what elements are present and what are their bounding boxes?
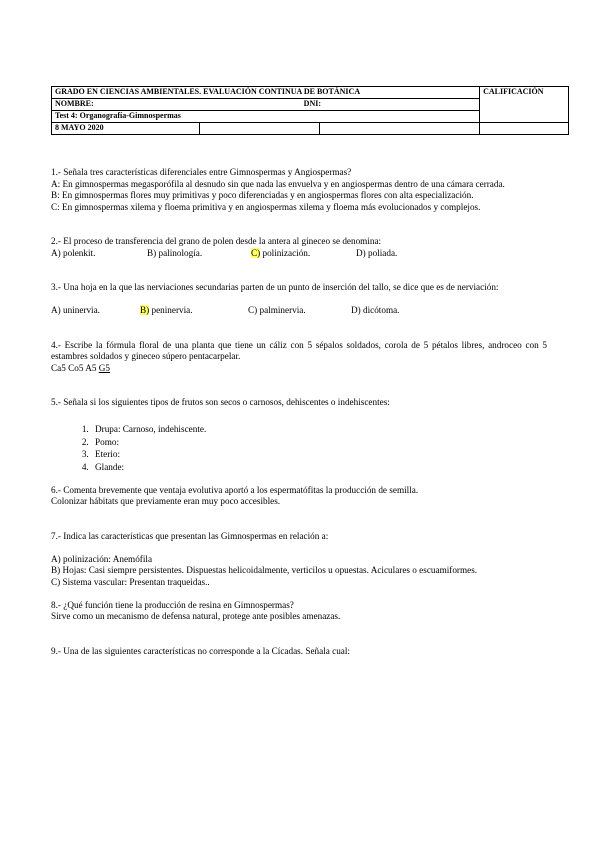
- question-2: [51, 236, 547, 259]
- option-d: D) poliada.: [356, 247, 398, 258]
- highlighted-answer: C): [251, 247, 261, 258]
- question-7: [51, 531, 547, 589]
- list-item: 4. Glande:: [91, 461, 547, 474]
- grade-box: CALIFICACIÓN: [480, 87, 569, 123]
- course-title: GRADO EN CIENCIAS AMBIENTALES. EVALUACIÓN CONTINUA DE BOTÁNICA: [52, 87, 480, 99]
- answer: Sirve como un mecanismo de defensa natural, protege ante posibles amenazas.: [51, 611, 341, 621]
- question-8: [51, 600, 547, 623]
- test-title: Test 4: Organografía-Gimnospermas: [52, 111, 480, 123]
- question-text: 3.- Una hoja en la que las nerviaciones secundarias parten de un punto de inserción del tallo, se dice que es de nerviación:: [51, 282, 499, 292]
- answer: Ca5 Co5 A5 G5: [51, 362, 110, 373]
- answer-c: C) Sistema vascular: Presentan traqueidas..: [51, 576, 210, 587]
- list-item: 1. Drupa: Carnoso, indehiscente.: [91, 423, 547, 436]
- list-item: 3. Eterio:: [91, 448, 547, 461]
- option-b: B) palinología.: [147, 247, 203, 258]
- question-text: 9.- Una de las siguientes características no corresponde a la Cícadas. Señala cual:: [51, 645, 350, 656]
- question-text: 1.- Señala tres características diferenciales entre Gimnospermas y Angiospermas?: [51, 167, 352, 177]
- answer-a: A) polinización: Anemófila: [51, 553, 153, 564]
- options-row: [51, 248, 547, 260]
- header-table: [51, 86, 569, 135]
- question-5: [51, 397, 547, 473]
- question-text: 6.- Comenta brevemente que ventaja evolutiva aportó a los espermatófitas la producción de semilla.: [51, 484, 419, 495]
- option-a: A) polenkit.: [51, 247, 96, 258]
- question-4: [51, 340, 547, 375]
- question-9: [51, 646, 547, 658]
- option-a: A) uninervia.: [51, 305, 100, 315]
- highlighted-answer: B): [140, 305, 150, 315]
- answer-b: B: En gimnospermas flores muy primitivas y poco diferenciadas y en angiospermas flores con alta especialización.: [51, 190, 474, 200]
- empty-cell: [480, 123, 569, 135]
- fruit-list: [51, 423, 547, 473]
- answer-a: A: En gimnospermas megasporófila al desnudo sin que nada las envuelva y en angiospermas dentro de una cámara cerrada.: [51, 178, 505, 189]
- question-text: 5.- Señala si los siguientes tipos de frutos son secos o carnosos, dehiscentes o indehiscentes:: [51, 397, 390, 407]
- dni-label: DNI:: [303, 99, 322, 108]
- empty-cell: [200, 123, 320, 135]
- question-text: 8.- ¿Qué función tiene la producción de resina en Gimnospermas?: [51, 599, 294, 610]
- option-b: B) peninervia.: [140, 305, 193, 315]
- name-label: NOMBRE:: [55, 99, 94, 108]
- question-1: [51, 167, 547, 213]
- empty-cell: [319, 123, 479, 135]
- option-c: C) polinización.: [251, 247, 311, 258]
- option-c: C) palminervia.: [248, 305, 306, 315]
- options-row: [51, 305, 547, 317]
- question-text: 7.- Indica las características que presentan las Gimnospermas en relación a:: [51, 530, 329, 541]
- answer: Colonizar hábitats que previamente eran muy poco accesibles.: [51, 496, 281, 506]
- list-item: 2. Pomo:: [91, 436, 547, 449]
- question-text: 4.- Escribe la fórmula floral de una planta que tiene un cáliz con 5 sépalos soldados, corola de 5 pétalos libres, androceo con 5 estambres soldados y gineceo súpero pentacarpelar.: [51, 339, 547, 361]
- questions: [51, 167, 547, 657]
- exam-date: 8 MAYO 2020: [52, 123, 200, 135]
- question-3: [51, 282, 547, 317]
- question-text: 2.- El proceso de transferencia del grano de polen desde la antera al gineceo se denomina:: [51, 236, 382, 246]
- name-row: [52, 99, 480, 111]
- answer-c: C: En gimnospermas xilema y floema primitiva y en angiospermas xilema y floema más evolucionados y complejos.: [51, 201, 481, 212]
- option-d: D) dicótoma.: [351, 305, 400, 315]
- question-6: [51, 485, 547, 508]
- answer-b: B) Hojas: Casi siempre persistentes. Dispuestas helicoidalmente, verticilos u opuestas. Aciculares o escuamiformes.: [51, 565, 478, 575]
